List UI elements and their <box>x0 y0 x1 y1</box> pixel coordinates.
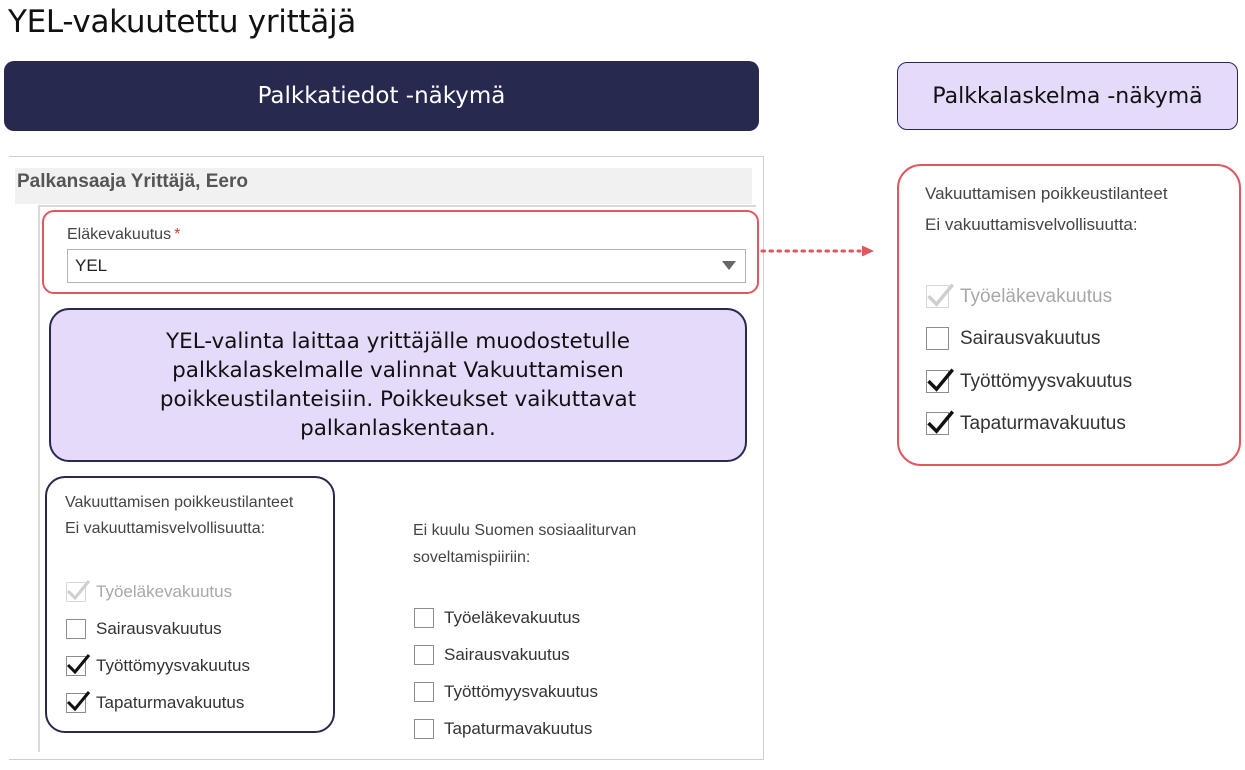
checkbox-label: Työttömyysvakuutus <box>444 682 599 701</box>
exception-item-tyoelake[interactable] <box>66 582 232 602</box>
payslip-item-tapaturma[interactable] <box>926 412 1126 435</box>
palkkatiedot-view-label: Palkkatiedot -näkymä <box>257 83 506 109</box>
payslip-item-sairaus[interactable] <box>926 327 1100 350</box>
payslip-item-tyoelake[interactable] <box>926 285 1112 308</box>
palkkatiedot-view-header <box>4 61 759 131</box>
checkmark-icon <box>925 365 955 395</box>
dotted-arrow-connector <box>760 243 880 259</box>
social-item-tyoelake[interactable] <box>414 608 580 628</box>
social-item-tyottomyys[interactable] <box>414 682 598 702</box>
pension-insurance-select[interactable] <box>67 249 746 283</box>
pension-label-text: Eläkevakuutus <box>67 226 172 243</box>
checkbox-label: Tapaturmavakuutus <box>96 693 245 712</box>
checkbox-label: Sairausvakuutus <box>444 645 570 664</box>
checkbox-label: Työeläkevakuutus <box>96 582 233 601</box>
checkbox-label: Työeläkevakuutus <box>960 285 1113 307</box>
required-marker: * <box>174 226 181 243</box>
pension-select-value: YEL <box>75 256 108 275</box>
payslip-checkbox-tyottomyys-checked[interactable] <box>926 370 949 393</box>
checkbox-social-tyottomyys[interactable] <box>414 682 434 702</box>
payslip-exceptions-heading: Vakuuttamisen poikkeustilanteet <box>925 184 1168 203</box>
checkbox-label: Tapaturmavakuutus <box>960 412 1126 434</box>
checkbox-tyottomyys-checked[interactable] <box>66 656 86 676</box>
exceptions-heading: Vakuuttamisen poikkeustilanteet <box>65 494 294 511</box>
checkbox-label: Sairausvakuutus <box>96 619 222 638</box>
checkbox-social-sairaus[interactable] <box>414 645 434 665</box>
checkbox-sairaus[interactable] <box>66 619 86 639</box>
checkmark-icon <box>65 651 91 677</box>
social-item-sairaus[interactable] <box>414 645 570 665</box>
callout-text: YEL-valinta laittaa yrittäjälle muodostetulle palkkalaskelmalle valinnat Vakuuttamisen poikkeustilanteisiin. Poikkeukset vaikuttavat palkanlaskentaan. <box>159 329 637 441</box>
checkbox-social-tapaturma[interactable] <box>414 719 434 739</box>
page-title: YEL-vakuutettu yrittäjä <box>8 4 356 40</box>
palkkalaskelma-view-label: Palkkalaskelma -näkymä <box>932 83 1203 109</box>
payslip-exceptions-subheading: Ei vakuuttamisvelvollisuutta: <box>925 215 1138 234</box>
checkbox-social-tyoelake[interactable] <box>414 608 434 628</box>
exception-item-tapaturma[interactable] <box>66 693 244 713</box>
payslip-checkbox-sairaus[interactable] <box>926 327 949 350</box>
payslip-item-tyottomyys[interactable] <box>926 370 1132 393</box>
checkbox-label: Työttömyysvakuutus <box>96 656 251 675</box>
dropdown-arrow-icon[interactable] <box>722 261 736 270</box>
exception-item-sairaus[interactable] <box>66 619 222 639</box>
yel-explanation-callout <box>49 308 747 462</box>
social-security-heading-line1: Ei kuulu Suomen sosiaaliturvan <box>413 522 637 539</box>
checkbox-label: Sairausvakuutus <box>960 327 1101 349</box>
pension-insurance-label <box>67 226 180 244</box>
payslip-checkbox-tyoelake-disabled <box>926 285 949 308</box>
palkkalaskelma-view-header <box>897 62 1238 130</box>
exception-item-tyottomyys[interactable] <box>66 656 250 676</box>
checkbox-label: Työeläkevakuutus <box>444 608 581 627</box>
checkmark-icon <box>925 407 955 437</box>
payslip-checkbox-tapaturma-checked[interactable] <box>926 412 949 435</box>
checkbox-tyoelake-disabled <box>66 582 86 602</box>
arrow-head-icon <box>862 246 874 257</box>
checkbox-label: Työttömyysvakuutus <box>960 370 1133 392</box>
social-item-tapaturma[interactable] <box>414 719 592 739</box>
checkbox-label: Tapaturmavakuutus <box>444 719 593 738</box>
checkmark-icon <box>65 688 91 714</box>
payee-name: Palkansaaja Yrittäjä, Eero <box>17 171 248 192</box>
exceptions-subheading: Ei vakuuttamisvelvollisuutta: <box>65 520 266 537</box>
checkbox-tapaturma-checked[interactable] <box>66 693 86 713</box>
social-security-heading-line2: soveltamispiiriin: <box>413 549 531 566</box>
